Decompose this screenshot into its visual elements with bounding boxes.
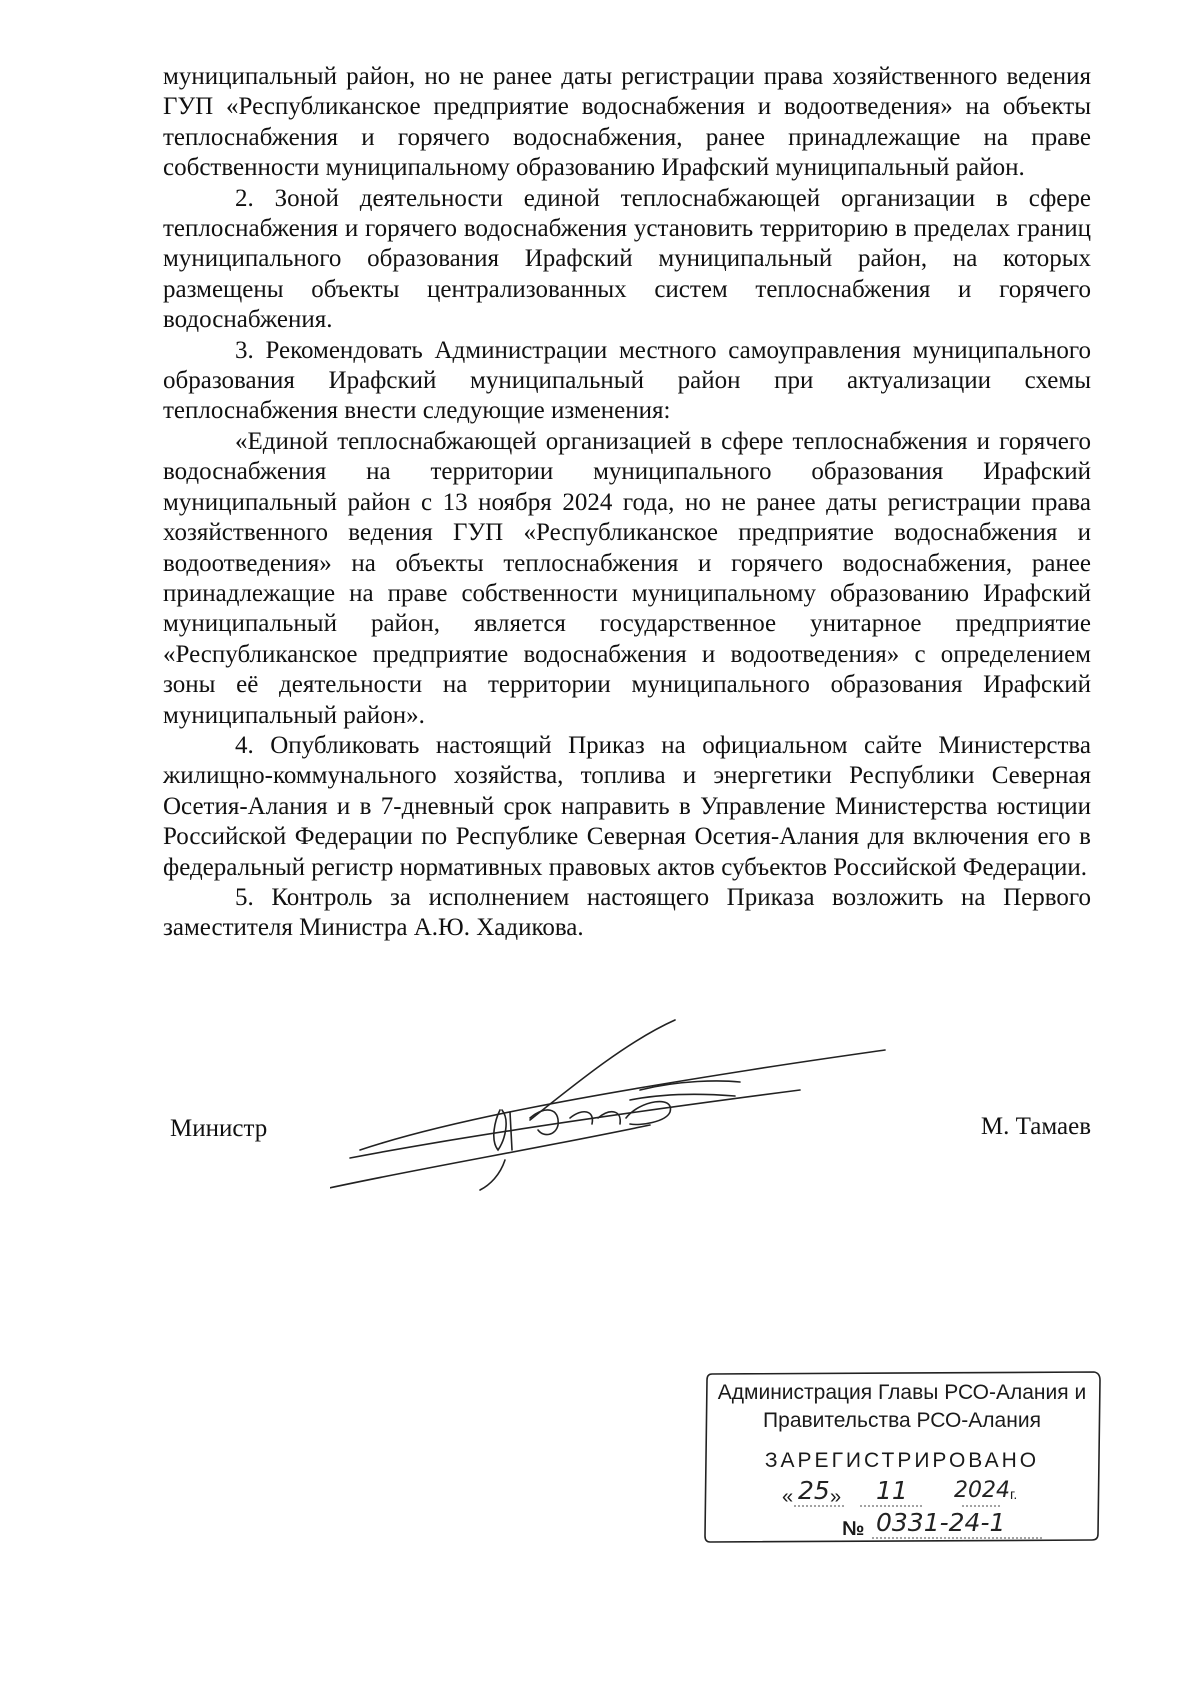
quote-open: « <box>782 1486 794 1508</box>
document-body <box>163 62 1091 944</box>
stamp-organization-line1: Администрация Главы РСО-Алания и <box>717 1381 1087 1404</box>
paragraph-continuation: муниципальный район, но не ранее даты регистрации права хозяйственного ведения ГУП «Республиканское предприятие водоснабжения и водоотведения» на объекты теплоснабжения и горячего водоснабжения, ранее принадлежащие на праве собственности муниципальному образованию Ирафский муниципальный район. <box>163 63 1091 182</box>
stamp-status: ЗАРЕГИСТРИРОВАНО <box>764 1449 1040 1472</box>
quote-close: » <box>830 1486 842 1508</box>
stamp-date-month: 11 <box>876 1476 908 1505</box>
paragraph-2: 2. Зоной деятельности единой теплоснабжающей организации в сфере теплоснабжения и горячего водоснабжения установить территорию в пределах границ муниципального образования Ирафский муниципальный район, на которых размещены объекты централизованных систем теплоснабжения и горячего водоснабжения. <box>163 184 1091 334</box>
paragraph-3: 3. Рекомендовать Администрации местного самоуправления муниципального образования Ирафский муниципальный район при актуализации схемы теплоснабжения внести следующие изменения: <box>163 336 1091 425</box>
stamp-number-value: 0331-24-1 <box>876 1508 1006 1537</box>
signatory-position: Министр <box>170 1115 268 1142</box>
paragraph-quote: «Единой теплоснабжающей организацией в сфере теплоснабжения и горячего водоснабжения на территории муниципального образования Ирафский муниципальный район с 13 ноября 2024 года, но не ранее даты регистрации права хозяйственного ведения ГУП «Республиканское предприятие водоснабжения и водоотведения» на объекты теплоснабжения и горячего водоснабжения, ранее принадлежащие на праве собственности муниципальному образованию Ирафский муниципальный район, является государственное унитарное предприятие «Республиканское предприятие водоснабжения и водоотведения» с определением зоны её деятельности на территории муниципального образования Ирафский муниципальный район». <box>163 427 1091 729</box>
paragraph-4: 4. Опубликовать настоящий Приказ на официальном сайте Министерства жилищно-коммунального хозяйства, топлива и энергетики Республики Северная Осетия-Алания и в 7-дневный срок направить в Управление Министерства юстиции Российской Федерации по Республике Северная Осетия-Алания для включения его в федеральный регистр нормативных правовых актов субъектов Российской Федерации. <box>163 731 1091 881</box>
stamp-number-underline <box>872 1536 1072 1542</box>
signatory-name: М. Тамаев <box>980 1113 1091 1140</box>
stamp-number-label: № <box>842 1518 865 1540</box>
handwritten-signature <box>330 1000 890 1200</box>
stamp-date-year: 2024 <box>954 1478 1010 1503</box>
stamp-date-day: 25 <box>798 1476 830 1505</box>
stamp-organization-line2: Правительства РСО-Алания <box>763 1409 1041 1432</box>
stamp-date <box>782 1476 1082 1510</box>
paragraph-5: 5. Контроль за исполнением настоящего Приказа возложить на Первого заместителя Министра А.Ю. Хадикова. <box>163 883 1091 942</box>
stamp-number <box>842 1508 1092 1544</box>
stamp-date-suffix: г. <box>1010 1486 1018 1502</box>
registration-stamp <box>702 1368 1102 1546</box>
